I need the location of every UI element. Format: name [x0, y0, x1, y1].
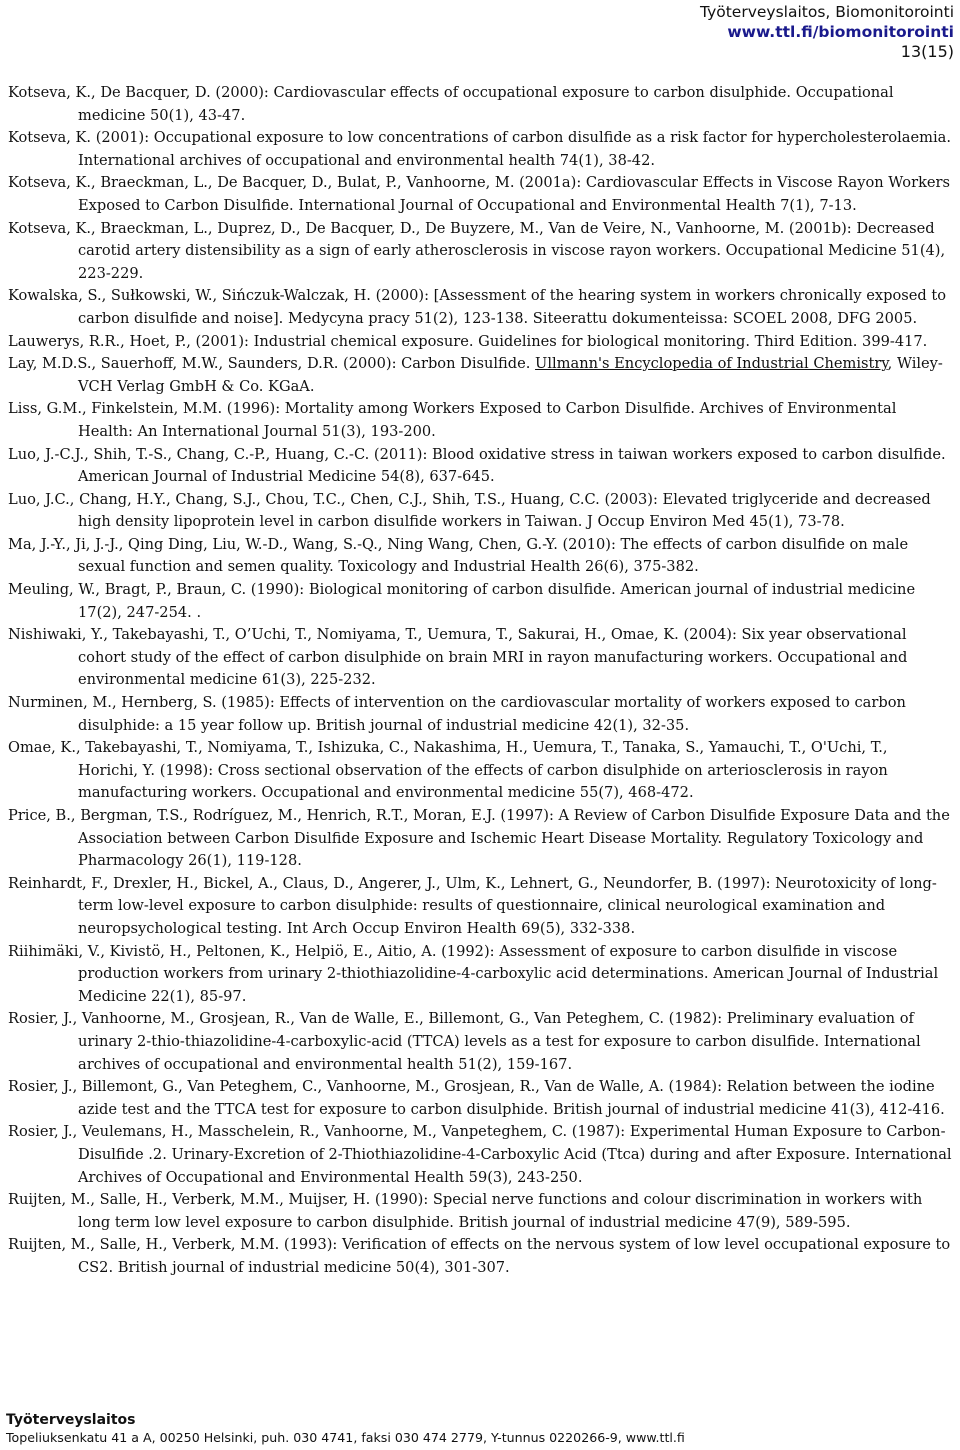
reference-entry — [8, 579, 952, 624]
reference-text: Nurminen, M., Hernberg, S. (1985): Effects of intervention on the cardiovascular mortality of workers exposed to carbon disulphide: a 15 year follow up. British journal of industrial medicine 42(1), 32-35. — [8, 694, 906, 734]
footer-address: Topeliuksenkatu 41 a A, 00250 Helsinki, puh. 030 4741, faksi 030 474 2779, Y-tunnus 0220266-9, www.ttl.fi — [6, 1430, 685, 1445]
reference-entry — [8, 1234, 952, 1279]
reference-text: Kotseva, K., Braeckman, L., Duprez, D., De Bacquer, D., De Buyzere, M., Van de Veire, N., Vanhoorne, M. (2001b): Decreased carotid artery distensibility as a sign of early atherosclerosis in viscose rayon workers. Occupational Medicine 51(4), 223-229. — [8, 219, 946, 282]
reference-entry — [8, 805, 952, 873]
reference-entry — [8, 331, 952, 354]
reference-text: Kotseva, K., Braeckman, L., De Bacquer, D., Bulat, P., Vanhoorne, M. (2001a): Cardiovascular Effects in Viscose Rayon Workers Exposed to Carbon Disulfide. International Journal of Occupational and Environmental Health 7(1), 7-13. — [8, 174, 951, 214]
reference-text: Kowalska, S., Sułkowski, W., Sińczuk-Walczak, H. (2000): [Assessment of the hearing system in workers chronically exposed to carbon disulfide and noise]. Medycyna pracy 51(2), 123-138. Siteerattu dokumenteissa: SCOEL 2008, DFG 2005. — [8, 287, 946, 327]
reference-text: Rosier, J., Vanhoorne, M., Grosjean, R., Van de Walle, E., Billemont, G., Van Peteghem, C. (1982): Preliminary evaluation of urinary 2-thio-thiazolidine-4-carboxylic-acid (TTCA) levels as a test for exposure to carbon disulfide. International archives of occupational and environmental health 51(2), 159-167. — [8, 1010, 921, 1073]
reference-text: Luo, J.-C.J., Shih, T.-S., Chang, C.-P., Huang, C.-C. (2011): Blood oxidative stress in taiwan workers exposed to carbon disulfide. American Journal of Industrial Medicine 54(8), 637-645. — [8, 445, 946, 486]
reference-entry — [8, 624, 952, 692]
reference-entry — [8, 534, 952, 579]
reference-entry — [8, 398, 952, 443]
page-number: 13(15) — [900, 42, 954, 61]
reference-entry — [8, 82, 952, 127]
reference-text: Omae, K., Takebayashi, T., Nomiyama, T., Ishizuka, C., Nakashima, H., Uemura, T., Tanaka, S., Yamauchi, T., O'Uchi, T., Horichi, Y. (1998): Cross sectional observation of the effects of carbon disulphide on arteriosclerosis in rayon manufacturing workers. Occupational and environmental medicine 55(7), 468-472. — [8, 739, 888, 802]
reference-entry — [8, 172, 952, 217]
reference-text: Ruijten, M., Salle, H., Verberk, M.M., Muijser, H. (1990): Special nerve functions and colour discrimination in workers with long term low level exposure to carbon disulphide. British journal of industrial medicine 47(9), 589-595. — [8, 1191, 923, 1231]
reference-entry — [8, 489, 952, 534]
footer-organization: Työterveyslaitos — [6, 1412, 136, 1428]
reference-text-tail: , Wiley-VCH Verlag GmbH & Co. KGaA. — [78, 355, 943, 395]
reference-entry — [8, 737, 952, 805]
reference-text: Lauwerys, R.R., Hoet, P., (2001): Industrial chemical exposure. Guidelines for biological monitoring. Third Edition. 399-417. — [8, 332, 928, 350]
reference-text: Luo, J.C., Chang, H.Y., Chang, S.J., Chou, T.C., Chen, C.J., Shih, T.S., Huang, C.C. (2003): Elevated triglyceride and decreased high density lipoprotein level in carbon disulfide workers in Taiwan. J Occup Environ Med 45(1), 73-78. — [8, 490, 931, 531]
reference-link[interactable]: Ullmann's Encyclopedia of Industrial Chemistry — [535, 355, 888, 373]
reference-entry — [8, 873, 952, 941]
page-footer — [6, 1411, 954, 1446]
reference-list — [8, 82, 952, 1279]
reference-text: Riihimäki, V., Kivistö, H., Peltonen, K., Helpiö, E., Aitio, A. (1992): Assessment of exposure to carbon disulfide in viscose production workers from urinary 2-thiothiazolidine-4-carboxylic acid determinations. American Journal of Industrial Medicine 22(1), 85-97. — [8, 942, 939, 1005]
reference-text: Reinhardt, F., Drexler, H., Bickel, A., Claus, D., Angerer, J., Ulm, K., Lehnert, G., Neundorfer, B. (1997): Neurotoxicity of long-term low-level exposure to carbon disulphide: results of questionnaire, clinical neurological examination and neuropsychological testing. Int Arch Occup Environ Health 69(5), 332-338. — [8, 874, 937, 937]
reference-text: Liss, G.M., Finkelstein, M.M. (1996): Mortality among Workers Exposed to Carbon Disulfide. Archives of Environmental Health: An International Journal 51(3), 193-200. — [8, 400, 897, 440]
reference-entry — [8, 941, 952, 1009]
reference-text: Price, B., Bergman, T.S., Rodríguez, M., Henrich, R.T., Moran, E.J. (1997): A Review of Carbon Disulfide Exposure Data and the Association between Carbon Disulfide Exposure and Ischemic Heart Disease Mortality. Regulatory Toxicology and Pharmacology 26(1), 119-128. — [8, 807, 950, 870]
header-url-link[interactable]: www.ttl.fi/biomonitorointi — [727, 23, 954, 41]
reference-text: Nishiwaki, Y., Takebayashi, T., O’Uchi, T., Nomiyama, T., Uemura, T., Sakurai, H., Omae, K. (2004): Six year observational cohort study of the effect of carbon disulphide on brain MRI in rayon manufacturing workers. Occupational and environmental medicine 61(3), 225-232. — [8, 626, 908, 689]
reference-entry — [8, 127, 952, 172]
reference-text: Rosier, J., Billemont, G., Van Peteghem, C., Vanhoorne, M., Grosjean, R., Van de Walle, A. (1984): Relation between the iodine azide test and the TTCA test for exposure to carbon disulphide. British journal of industrial medicine 41(3), 412-416. — [8, 1078, 945, 1118]
reference-entry — [8, 444, 952, 489]
reference-text: Ma, J.-Y., Ji, J.-J., Qing Ding, Liu, W.-D., Wang, S.-Q., Ning Wang, Chen, G.-Y. (2010): The effects of carbon disulfide on male sexual function and semen quality. Toxicology and Industrial Health 26(6), 375-382. — [8, 535, 909, 576]
reference-entry — [8, 1189, 952, 1234]
reference-entry — [8, 1076, 952, 1121]
reference-entry — [8, 1121, 952, 1189]
reference-entry — [8, 1008, 952, 1076]
reference-entry — [8, 353, 952, 398]
header-organization: Työterveyslaitos, Biomonitorointi — [700, 3, 954, 21]
reference-entry — [8, 285, 952, 330]
reference-text: Rosier, J., Veulemans, H., Masschelein, R., Vanhoorne, M., Vanpeteghem, C. (1987): Experimental Human Exposure to Carbon-Disulfide .2. Urinary-Excretion of 2-Thiothiazolidine-4-Carboxylic Acid (Ttca) during and after Exposure. International Archives of Occupational and Environmental Health 59(3), 243-250. — [8, 1123, 952, 1186]
reference-text: Lay, M.D.S., Sauerhoff, M.W., Saunders, D.R. (2000): Carbon Disulfide. — [8, 355, 536, 373]
page-header — [700, 2, 954, 62]
reference-text: Kotseva, K. (2001): Occupational exposure to low concentrations of carbon disulfide as a risk factor for hypercholesterolaemia. International archives of occupational and environmental health 74(1), 38-42. — [8, 129, 951, 169]
reference-text: Ruijten, M., Salle, H., Verberk, M.M. (1993): Verification of effects on the nervous system of low level occupational exposure to CS2. British journal of industrial medicine 50(4), 301-307. — [8, 1236, 951, 1276]
reference-text: Meuling, W., Bragt, P., Braun, C. (1990): Biological monitoring of carbon disulfide. American journal of industrial medicine 17(2), 247-254. . — [8, 581, 916, 621]
reference-text: Kotseva, K., De Bacquer, D. (2000): Cardiovascular effects of occupational exposure to carbon disulphide. Occupational medicine 50(1), 43-47. — [8, 84, 894, 124]
reference-entry — [8, 692, 952, 737]
reference-entry — [8, 218, 952, 286]
